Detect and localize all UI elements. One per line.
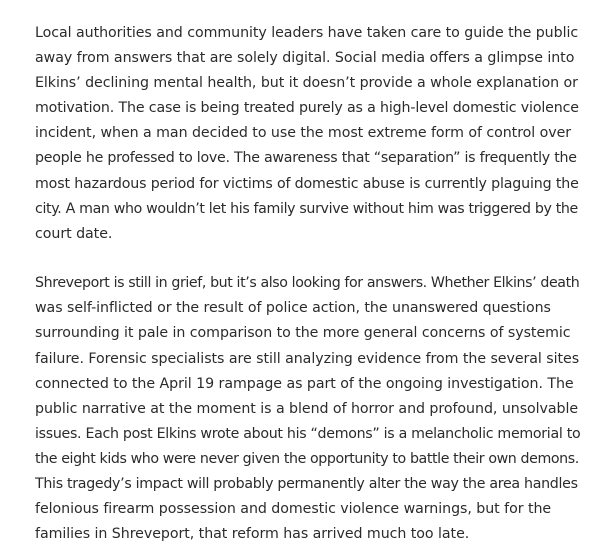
text-line: felonious firearm possession and domestic violence warnings, but for the (35, 501, 552, 518)
text-line: connected to the April 19 rampage as part of the ongoing investigation. The (35, 375, 574, 392)
text-line: city. A man who wouldn’t let his family survive without him was triggered by the (35, 200, 578, 217)
text-line: public narrative at the moment is a blend of horror and profound, unsolvable (35, 400, 579, 417)
text-line: Elkins’ declining mental health, but it doesn’t provide a whole explanation or (35, 75, 578, 92)
text-line: This tragedy’s impact will probably permanently alter the way the area handles (35, 475, 578, 492)
text-line: most hazardous period for victims of domestic abuse is currently plaguing the (35, 175, 579, 192)
text-line: away from answers that are solely digital. Social media offers a glimpse into (35, 50, 575, 67)
text-line: people he professed to love. The awareness that “separation” is frequently the (35, 150, 577, 167)
text-line: Shreveport is still in grief, but it’s also looking for answers. Whether Elkins’ death (35, 275, 580, 292)
paragraph-2 (35, 271, 580, 547)
text-line: surrounding it pale in comparison to the more general concerns of systemic (35, 325, 571, 342)
text-line: families in Shreveport, that reform has arrived much too late. (35, 526, 470, 543)
text-line: failure. Forensic specialists are still analyzing evidence from the several sites (35, 350, 580, 367)
text-line: court date. (35, 225, 113, 242)
text-line: motivation. The case is being treated purely as a high-level domestic violence (35, 100, 579, 117)
text-line: incident, when a man decided to use the most extreme form of control over (35, 125, 572, 142)
text-line: issues. Each post Elkins wrote about his “demons” is a melancholic memorial to (35, 425, 581, 442)
text-line: Local authorities and community leaders have taken care to guide the public (35, 25, 579, 41)
text-line: the eight kids who were never given the opportunity to battle their own demons. (35, 450, 579, 467)
paragraph-1 (35, 21, 580, 247)
text-line: was self-inflicted or the result of police action, the unanswered questions (35, 300, 551, 317)
article-body (35, 21, 580, 547)
